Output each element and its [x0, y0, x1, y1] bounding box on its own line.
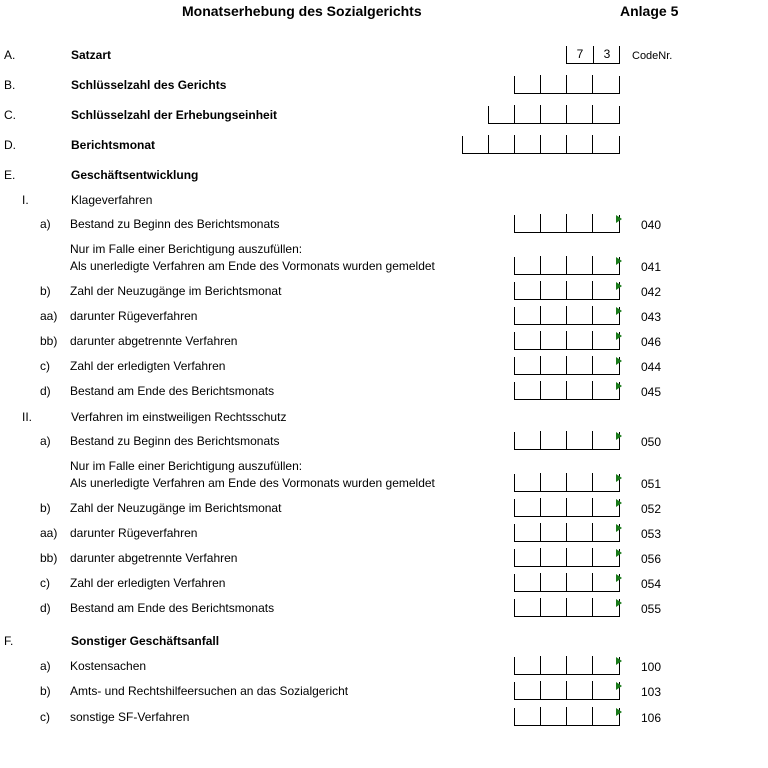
- row-code: 041: [641, 260, 662, 274]
- row-code: 056: [641, 552, 662, 566]
- flag-marker-icon: [616, 474, 622, 482]
- row-key: bb): [40, 334, 58, 348]
- group-roman-i: I.: [22, 193, 29, 207]
- count-input-box[interactable]: [514, 282, 620, 300]
- row-label: Nur im Falle einer Berichtigung auszufüllen:: [70, 459, 303, 473]
- row-label: Bestand zu Beginn des Berichtsmonats: [70, 434, 280, 448]
- group-title-i: Klageverfahren: [71, 193, 153, 207]
- section-letter-f: F.: [4, 634, 14, 648]
- section-letter-b: B.: [4, 78, 16, 92]
- row-code: 103: [641, 685, 662, 699]
- flag-marker-icon: [616, 332, 622, 340]
- section-letter-c: C.: [4, 108, 16, 122]
- count-input-box[interactable]: [514, 574, 620, 592]
- flag-marker-icon: [616, 549, 622, 557]
- row-label: Amts- und Rechtshilfeersuchen an das Sozialgericht: [70, 684, 349, 698]
- count-input-box[interactable]: [514, 549, 620, 567]
- row-label-line2: Als unerledigte Verfahren am Ende des Vormonats wurden gemeldet: [70, 476, 435, 490]
- flag-marker-icon: [616, 282, 622, 290]
- count-input-box[interactable]: [514, 499, 620, 517]
- row-key: c): [40, 576, 50, 590]
- count-input-box[interactable]: [514, 382, 620, 400]
- row-key: bb): [40, 551, 58, 565]
- count-input-box[interactable]: [514, 524, 620, 542]
- flag-marker-icon: [616, 682, 622, 690]
- flag-marker-icon: [616, 307, 622, 315]
- row-code: 106: [641, 711, 662, 725]
- count-input-box[interactable]: [514, 682, 620, 700]
- row-label: sonstige SF-Verfahren: [70, 710, 190, 724]
- row-code: 055: [641, 602, 662, 616]
- row-key: b): [40, 684, 51, 698]
- page-title: Monatserhebung des Sozialgerichts: [182, 3, 422, 19]
- satzart-digit: 3: [603, 47, 611, 61]
- count-input-box[interactable]: [514, 215, 620, 233]
- row-label: Zahl der erledigten Verfahren: [70, 359, 226, 373]
- row-key: a): [40, 659, 51, 673]
- satzart-digit: 7: [576, 47, 584, 61]
- count-input-box[interactable]: [514, 708, 620, 726]
- row-key: b): [40, 284, 51, 298]
- count-input-box[interactable]: [514, 599, 620, 617]
- section-letter-d: D.: [4, 138, 16, 152]
- row-code: 042: [641, 285, 662, 299]
- row-key: a): [40, 217, 51, 231]
- erhebungseinheit-input-box[interactable]: [488, 106, 620, 124]
- row-label: Bestand zu Beginn des Berichtsmonats: [70, 217, 280, 231]
- row-key: d): [40, 384, 51, 398]
- flag-marker-icon: [616, 257, 622, 265]
- count-input-box[interactable]: [514, 432, 620, 450]
- count-input-box[interactable]: [514, 307, 620, 325]
- row-code: 040: [641, 218, 662, 232]
- flag-marker-icon: [616, 524, 622, 532]
- section-title-e: Geschäftsentwicklung: [71, 168, 199, 182]
- group-title-ii: Verfahren im einstweiligen Rechtsschutz: [71, 410, 287, 424]
- row-key: aa): [40, 309, 58, 323]
- section-title-c: Schlüsselzahl der Erhebungseinheit: [71, 108, 278, 122]
- row-code: 053: [641, 527, 662, 541]
- anlage-label: Anlage 5: [620, 3, 679, 19]
- berichtsmonat-input-box[interactable]: [462, 136, 620, 154]
- row-key: c): [40, 359, 50, 373]
- count-input-box[interactable]: [514, 257, 620, 275]
- section-title-f: Sonstiger Geschäftsanfall: [71, 634, 220, 648]
- row-label: Zahl der erledigten Verfahren: [70, 576, 226, 590]
- section-title-d: Berichtsmonat: [71, 138, 156, 152]
- satzart-box: [566, 46, 620, 64]
- count-input-box[interactable]: [514, 357, 620, 375]
- count-input-box[interactable]: [514, 657, 620, 675]
- group-roman-ii: II.: [22, 410, 33, 424]
- count-input-box[interactable]: [514, 332, 620, 350]
- flag-marker-icon: [616, 708, 622, 716]
- flag-marker-icon: [616, 599, 622, 607]
- codenr-label: CodeNr.: [632, 50, 673, 62]
- row-key: b): [40, 501, 51, 515]
- row-key: aa): [40, 526, 58, 540]
- row-label: darunter Rügeverfahren: [70, 526, 198, 540]
- row-code: 052: [641, 502, 662, 516]
- row-label: darunter abgetrennte Verfahren: [70, 551, 238, 565]
- flag-marker-icon: [616, 499, 622, 507]
- row-label: Zahl der Neuzugänge im Berichtsmonat: [70, 501, 282, 515]
- row-label: Nur im Falle einer Berichtigung auszufüllen:: [70, 242, 303, 256]
- row-label: Kostensachen: [70, 659, 147, 673]
- row-code: 054: [641, 577, 662, 591]
- row-label: Zahl der Neuzugänge im Berichtsmonat: [70, 284, 282, 298]
- row-label: Bestand am Ende des Berichtsmonats: [70, 601, 275, 615]
- row-label: Bestand am Ende des Berichtsmonats: [70, 384, 275, 398]
- section-title-b: Schlüsselzahl des Gerichts: [71, 78, 227, 92]
- row-code: 043: [641, 310, 662, 324]
- flag-marker-icon: [616, 357, 622, 365]
- row-key: a): [40, 434, 51, 448]
- flag-marker-icon: [616, 382, 622, 390]
- flag-marker-icon: [616, 432, 622, 440]
- row-code: 050: [641, 435, 662, 449]
- row-label: darunter Rügeverfahren: [70, 309, 198, 323]
- gericht-input-box[interactable]: [514, 76, 620, 94]
- flag-marker-icon: [616, 215, 622, 223]
- flag-marker-icon: [616, 657, 622, 665]
- row-code: 045: [641, 385, 662, 399]
- row-key: d): [40, 601, 51, 615]
- section-letter-e: E.: [4, 168, 16, 182]
- row-key: c): [40, 710, 50, 724]
- row-code: 100: [641, 660, 662, 674]
- row-code: 046: [641, 335, 662, 349]
- row-label-line2: Als unerledigte Verfahren am Ende des Vormonats wurden gemeldet: [70, 259, 435, 273]
- count-input-box[interactable]: [514, 474, 620, 492]
- section-title-a: Satzart: [71, 48, 112, 62]
- row-label: darunter abgetrennte Verfahren: [70, 334, 238, 348]
- section-letter-a: A.: [4, 48, 16, 62]
- flag-marker-icon: [616, 574, 622, 582]
- row-code: 051: [641, 477, 662, 491]
- row-code: 044: [641, 360, 662, 374]
